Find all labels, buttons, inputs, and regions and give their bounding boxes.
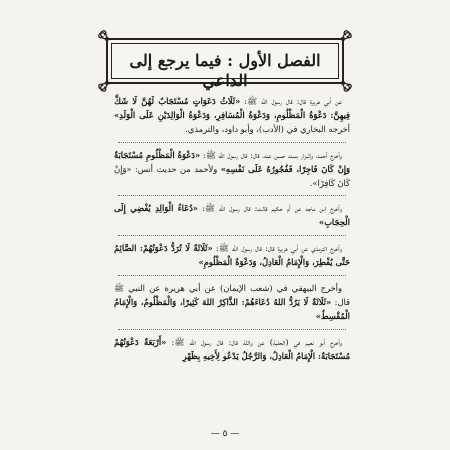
paragraph bbox=[114, 202, 350, 236]
narration-source: ولأحمد من حديث أنس: «وَإِنْ كَانَ كَافِرًا». bbox=[114, 163, 350, 188]
hadith-text: «أَرْبَعَةٌ دَعْوَتُهُمْ مُسْتَجَابَةٌ: الْإِمَامُ الْعَادِلُ، وَالرَّجُلُ يَدْعُو لِأَخِيهِ بِظَهْرِ bbox=[114, 336, 350, 361]
hadith-text: «دُعَاءُ الْوَالِدِ يُفْضِي إِلَى الْحِجَابِ» bbox=[114, 203, 350, 228]
paragraph bbox=[114, 149, 350, 197]
ornament-corner-icon bbox=[334, 30, 352, 48]
narration-intro: عن أبي هريرة قال: قال رسول الله ﷺ: bbox=[240, 96, 342, 106]
hadith-text: «ثَلَاثُ دَعَوَاتٍ مُسْتَجَابٌ لَهُنَّ لَا شَكَّ فِيهِنَّ: دَعْوَةُ الْمَظْلُومِ، وَدَعْوَةُ الْمُسَافِرِ، وَدَعْوَةُ الْوَالِدَيْنِ عَلَى الْوَلَدِ» bbox=[114, 96, 350, 120]
body-text bbox=[114, 95, 350, 412]
hadith-text: «ثَلَاثَةٌ لَا يَرُدُّ اللهُ دُعَاءَهُمْ: الذَّاكِرُ اللهَ كَثِيرًا، وَالْمَظْلُومُ، وَالْإِمَامُ الْمُقْسِطُ» bbox=[114, 296, 350, 321]
chapter-title-frame bbox=[106, 38, 344, 90]
paragraph bbox=[114, 336, 350, 364]
hadith-text: «ثَلَاثَةٌ لَا تُرَدُّ دَعْوَتُهُمْ: الصَّائِمُ حَتَّى يُفْطِرَ، وَالْإِمَامُ الْعَادِلُ، وَدَعْوَةُ الْمَظْلُومِ» bbox=[114, 243, 350, 268]
narration-intro: وأخرج أحمد، والبزار بسند حسن عنه، قال: قال رسول الله ﷺ: bbox=[200, 149, 342, 160]
narration-intro: وأخرج الترمذي عن أبي هريرة قال: قال رسول الله ﷺ: bbox=[212, 243, 342, 254]
narration-source: أخرجه البخاري في (الأدب)، وأبو داود، والترمذي. bbox=[185, 123, 350, 134]
narration-intro: وأخرج البيهقي في (شعب الإيمان) عن أبي هريرة عن النبي ﷺ قال: bbox=[114, 283, 350, 307]
paragraph bbox=[114, 242, 350, 276]
narration-intro: وأخرج أبو نعيم في (الحلية) عن واثلة قال: قال رسول الله ﷺ: bbox=[166, 336, 342, 347]
narration-intro: وأخرج ابن ماجه عن أم حكيم قالت: قال رسول الله ﷺ: bbox=[198, 203, 342, 214]
page-number: — ٥ — bbox=[210, 429, 240, 439]
ornament-corner-icon bbox=[98, 30, 116, 48]
hadith-text: «دَعْوَةُ الْمَظْلُومِ مُسْتَجَابَةٌ وَإِنْ كَانَ فَاجِرًا، فَفُجُورُهُ عَلَى نَفْسِهِ» bbox=[114, 149, 351, 174]
paragraph bbox=[114, 282, 350, 330]
chapter-title: الفصل الأول : فيما يرجع إلى الداعي bbox=[129, 51, 321, 90]
paragraph bbox=[114, 95, 350, 143]
